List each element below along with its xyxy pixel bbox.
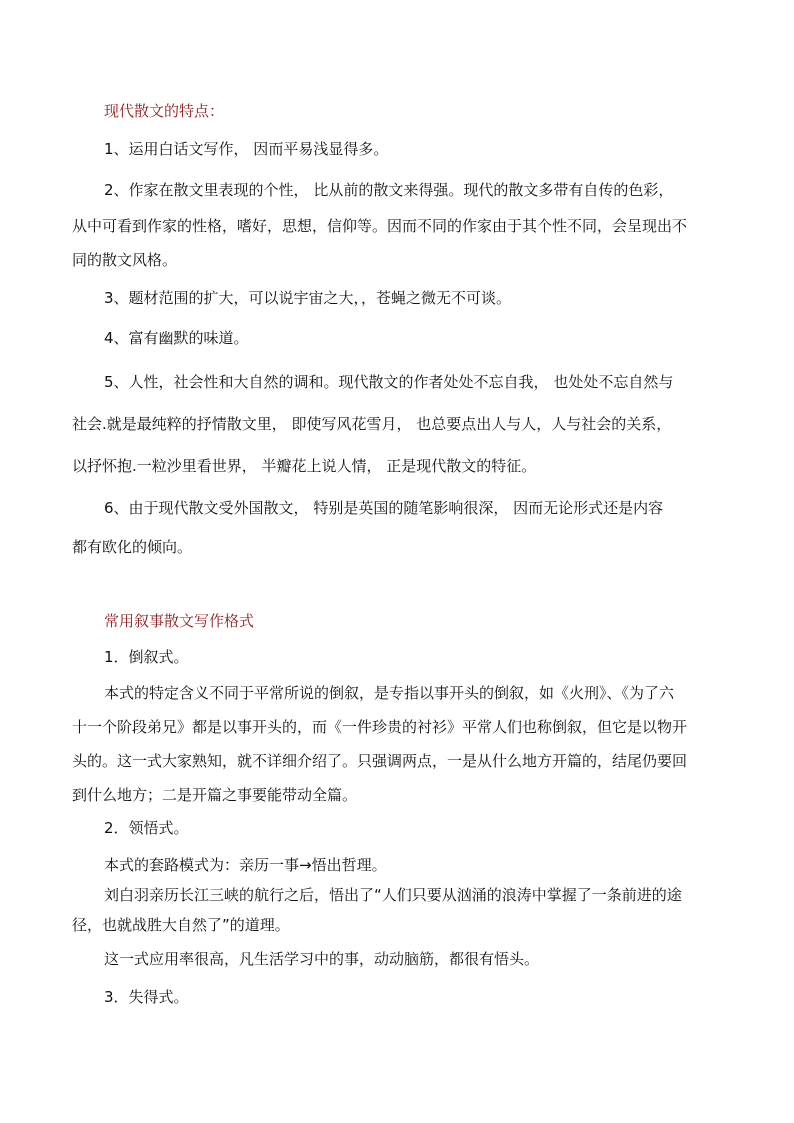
section-heading-modern-prose: 现代散文的特点： [104,102,225,120]
paragraph-line: 1、运用白话文写作， 因而平易浅显得多。 [104,140,389,158]
paragraph-line: 2、作家在散文里表现的个性， 比从前的散文来得强。现代的散文多带有自传的色彩， [104,181,674,199]
paragraph-line: 本式的套路模式为：亲历一事→悟出哲理。 [104,856,387,874]
paragraph-line: 到什么地方；二是开篇之事要能带动全篇。 [72,786,358,804]
paragraph-line: 以抒怀抱.一粒沙里看世界， 半瓣花上说人情， 正是现代散文的特征。 [72,457,537,475]
paragraph-line: 3、题材范围的扩大，可以说宇宙之大，，苍蝇之微无不可谈。 [104,289,512,307]
paragraph-line: 头的。这一式大家熟知，就不详细介绍了。只强调两点，一是从什么地方开篇的，结尾仍要回 [72,752,688,770]
paragraph-line: 同的散文风格。 [72,251,178,269]
paragraph-line: 本式的特定含义不同于平常所说的倒叙，是专指以事开头的倒叙，如《火刑》、《为了六 [104,684,675,702]
paragraph-line: 都有欧化的倾向。 [72,538,193,556]
paragraph-line: 1．倒叙式。 [104,648,189,666]
paragraph-line: 径，也就战胜大自然了”的道理。 [72,916,290,934]
paragraph-line: 3．失得式。 [104,988,189,1006]
paragraph-line: 5、人性，社会性和大自然的调和。现代散文的作者处处不忘自我， 也处处不忘自然与 [104,373,674,391]
paragraph-line: 十一个阶段弟兄》都是以事开头的，而《一件珍贵的衬衫》平常人们也称倒叙，但它是以物开 [72,718,688,736]
section-heading-narrative-formats: 常用叙事散文写作格式 [104,612,255,630]
paragraph-line: 刘白羽亲历长江三峡的航行之后，悟出了“人们只要从汹涌的浪涛中掌握了一条前进的途 [104,886,682,904]
paragraph-line: 4、富有幽默的味道。 [104,329,249,347]
paragraph-line: 这一式应用率很高，凡生活学习中的事，动动脑筋，都很有悟头。 [104,950,540,968]
paragraph-line: 6、由于现代散文受外国散文， 特别是英国的随笔影响很深， 因而无论形式还是内容 [104,499,664,517]
paragraph-line: 从中可看到作家的性格，嗜好，思想，信仰等。因而不同的作家由于其个性不同，会呈现出不 [72,217,688,235]
paragraph-line: 2．领悟式。 [104,819,189,837]
paragraph-line: 社会.就是最纯粹的抒情散文里， 即使写风花雪月， 也总要点出人与人，人与社会的关系， [72,415,672,433]
